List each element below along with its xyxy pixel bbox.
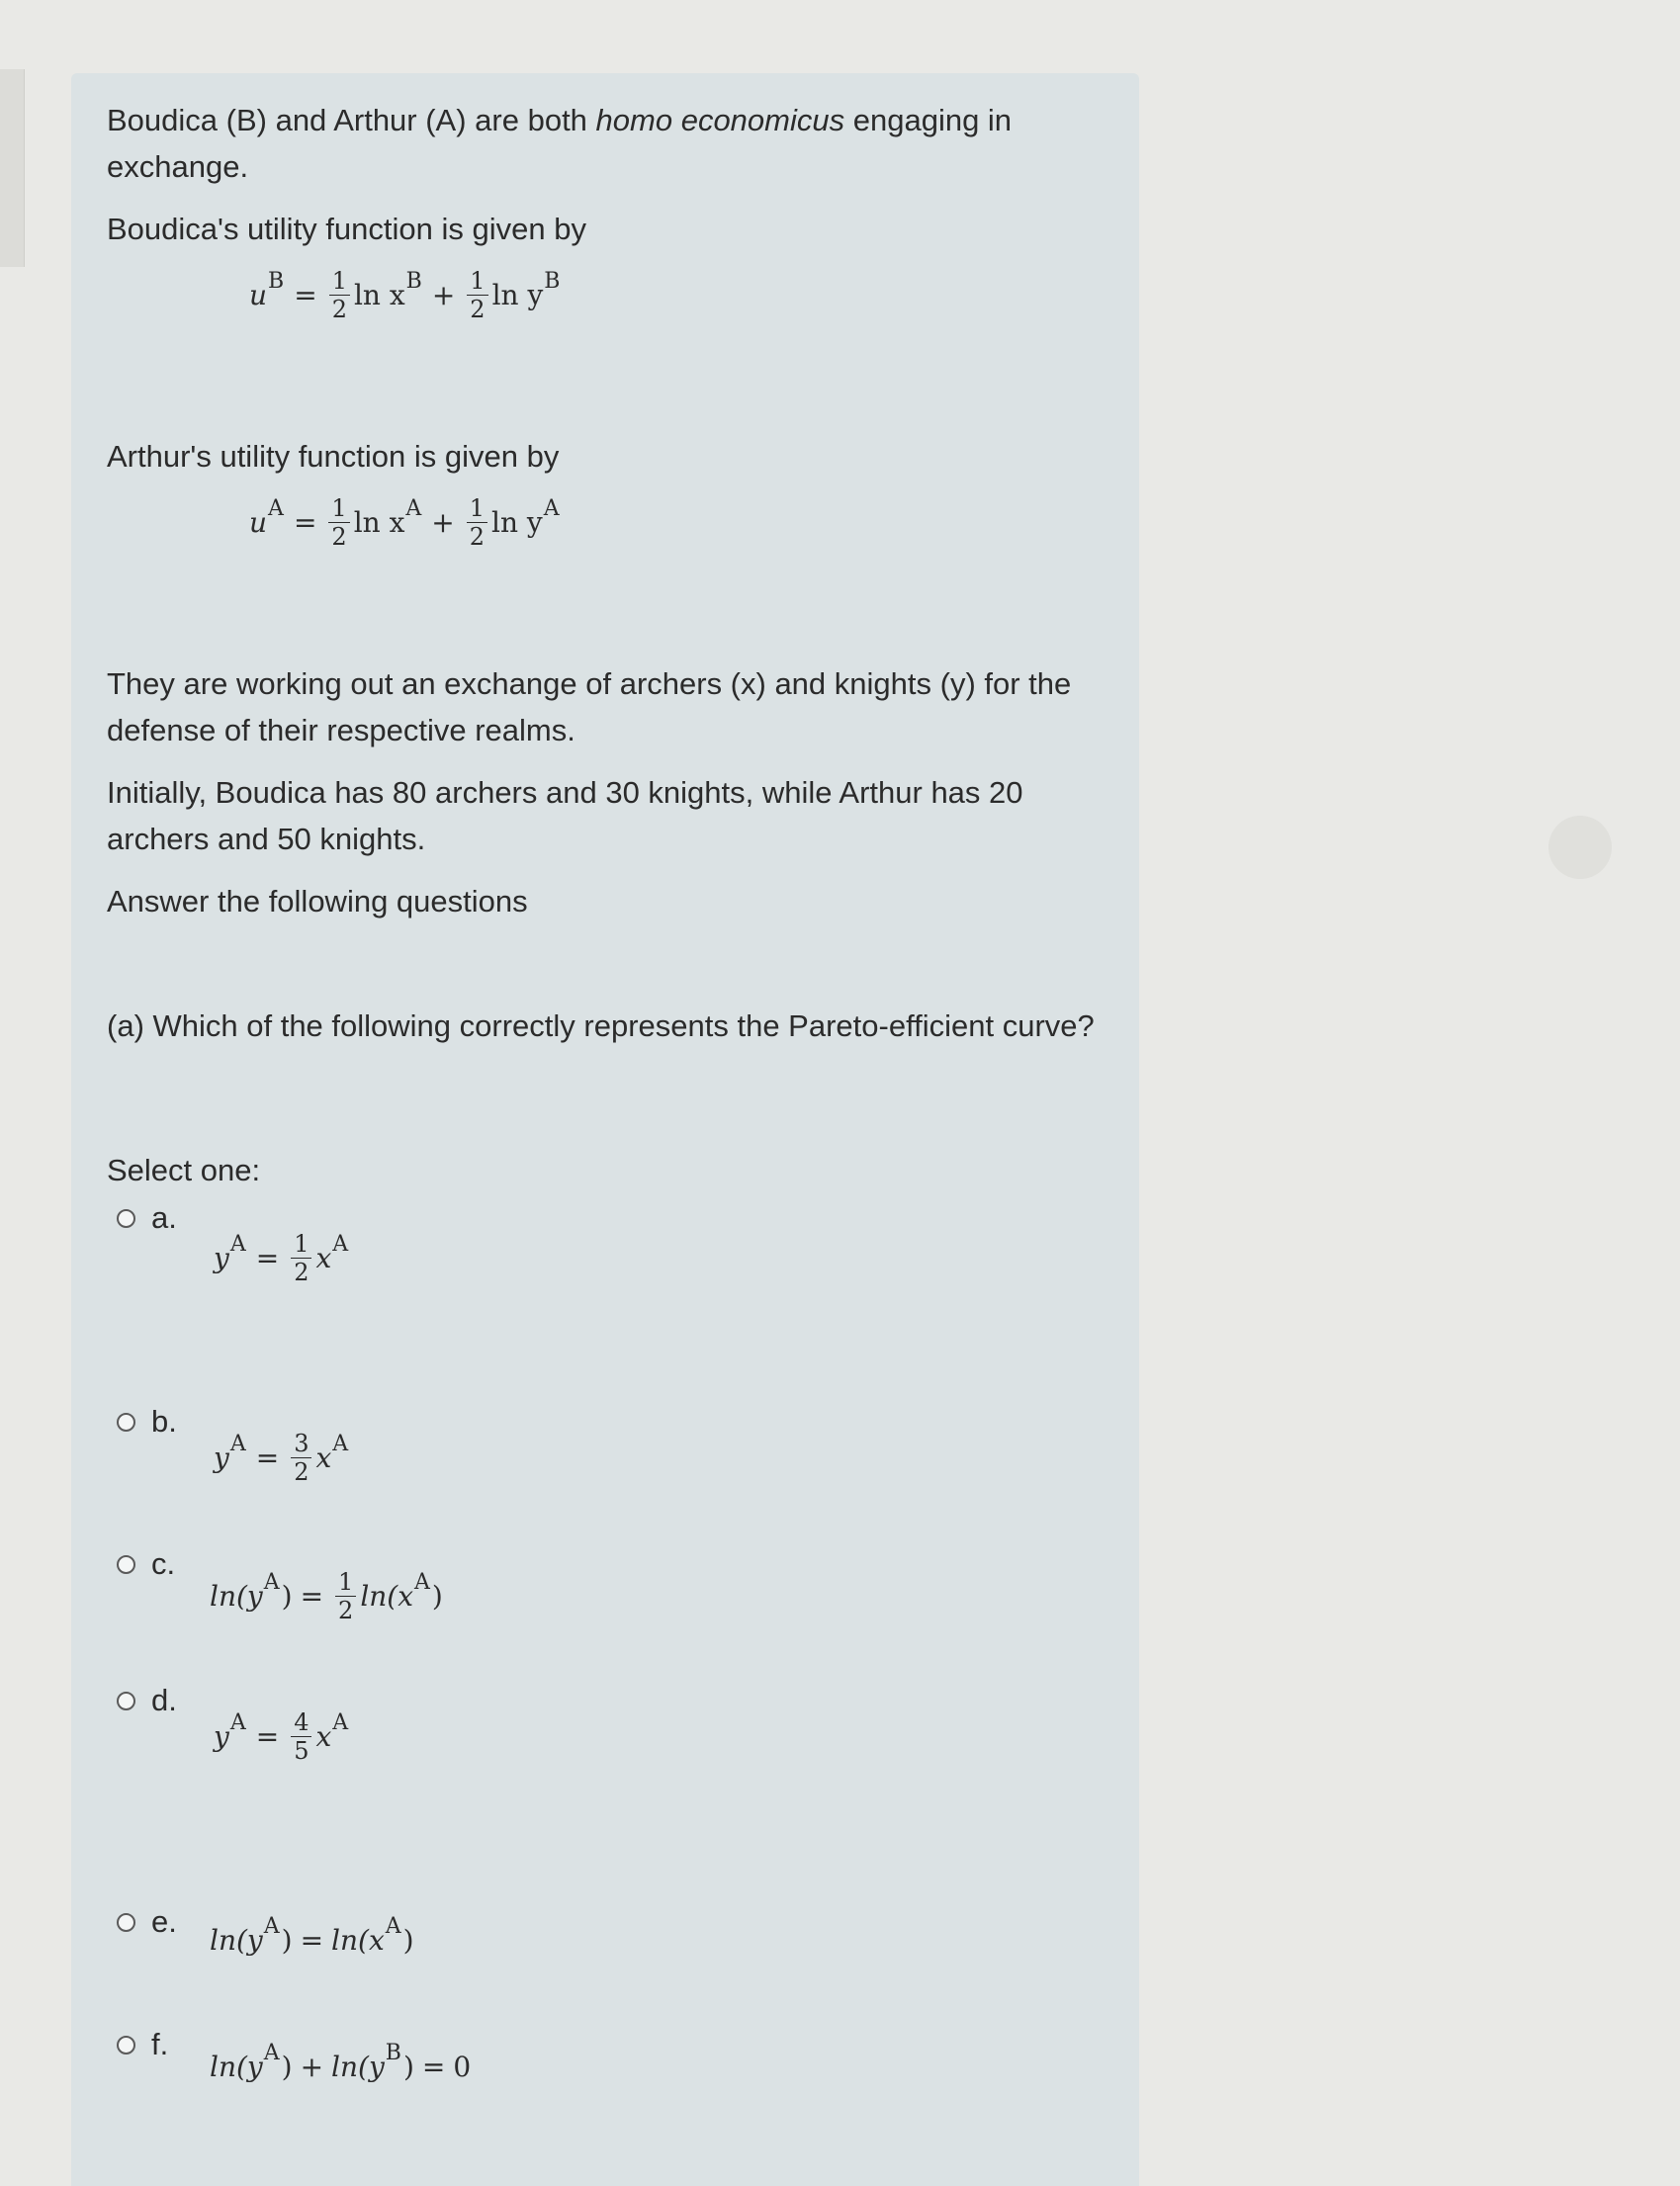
intro-paragraph: Boudica (B) and Arthur (A) are both homo economicus engaging in exchange. — [107, 103, 1013, 184]
question-text: (a) Which of the following correctly represents the Pareto-efficient curve? — [107, 1008, 1095, 1043]
radio-c[interactable] — [117, 1555, 135, 1574]
window-edge — [0, 69, 25, 267]
homo-economicus-text: homo economicus — [595, 103, 845, 137]
radio-e[interactable] — [117, 1913, 135, 1932]
background-circle — [1548, 816, 1612, 879]
initial-endowment-paragraph: Initially, Boudica has 80 archers and 30 knights, while Arthur has 20 archers and 50 knights. — [107, 775, 1023, 856]
option-e[interactable]: e. — [117, 1904, 177, 1940]
option-e-formula: ln(y A ) = ln(x A ) — [210, 1914, 414, 1957]
option-a-formula: y A = $\frac{1}{2}$ x A — [214, 1230, 349, 1286]
arthur-utility-label: Arthur's utility function is given by — [107, 439, 560, 474]
question-panel — [71, 73, 1139, 2186]
radio-b[interactable] — [117, 1413, 135, 1432]
answer-instructions: Answer the following questions — [107, 884, 528, 918]
radio-d[interactable] — [117, 1692, 135, 1710]
arthur-utility-formula: u A = $\frac{1}{2}$ ln x A + $\frac{1}{2}$ ln y A — [249, 494, 560, 551]
option-c-formula: ln(y A ) = $\frac{1}{2}$ ln(x A ) — [210, 1568, 443, 1624]
option-a[interactable]: a. — [117, 1200, 177, 1236]
select-one-label: Select one: — [107, 1153, 261, 1187]
option-f-formula: ln(y A ) + ln(y B ) = 0 — [210, 2041, 472, 2083]
radio-f[interactable] — [117, 2036, 135, 2055]
boudica-utility-formula: u B = $\frac{1}{2}$ ln x B + $\frac{1}{2}$ ln y B — [249, 267, 561, 323]
boudica-utility-label: Boudica's utility function is given by — [107, 212, 586, 246]
option-c[interactable]: c. — [117, 1546, 175, 1582]
radio-a[interactable] — [117, 1209, 135, 1228]
option-d[interactable]: d. — [117, 1683, 177, 1718]
option-b[interactable]: b. — [117, 1404, 177, 1440]
exchange-paragraph: They are working out an exchange of archers (x) and knights (y) for the defense of their respective realms. — [107, 666, 1072, 747]
option-b-formula: y A = $\frac{3}{2}$ x A — [214, 1430, 349, 1486]
option-f[interactable]: f. — [117, 2027, 168, 2062]
option-d-formula: y A = $\frac{4}{5}$ x A — [214, 1708, 349, 1765]
